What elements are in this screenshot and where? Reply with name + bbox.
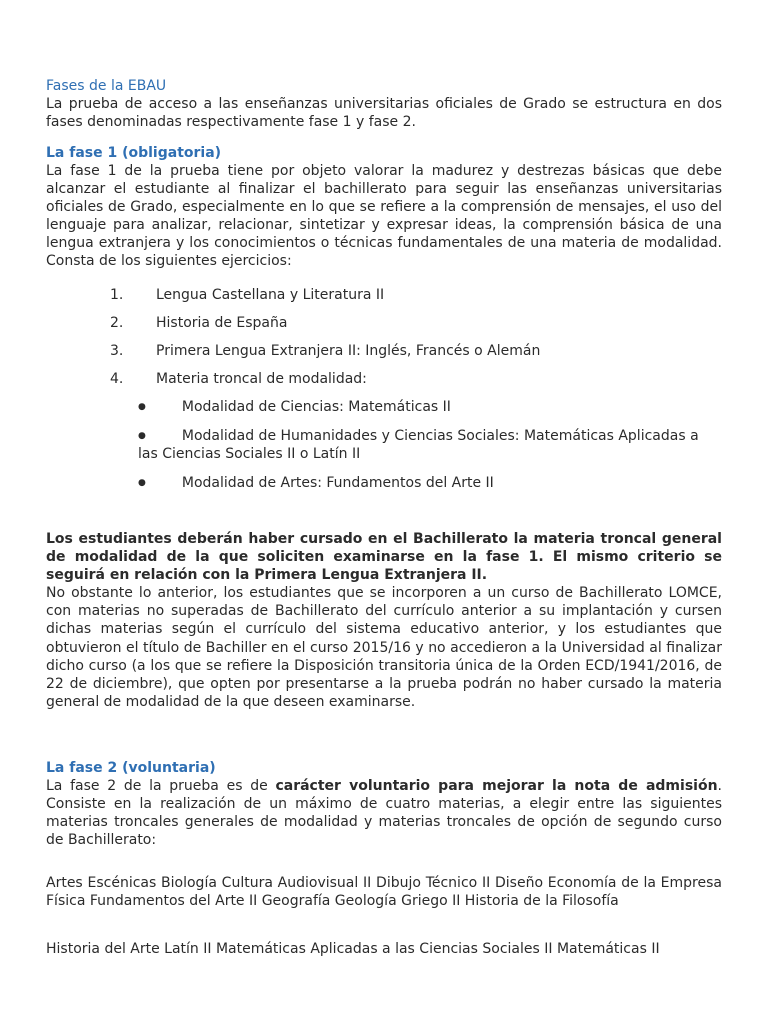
subjects-list-2: Historia del Arte Latín II Matemáticas Aplicadas a las Ciencias Sociales II Matemáticas II — [46, 941, 660, 957]
modality-item — [138, 427, 718, 463]
fase2-subjects-2 — [46, 940, 722, 958]
fase1-title: La fase 1 (obligatoria) — [46, 145, 222, 161]
bullet-icon: ● — [138, 478, 146, 488]
exercise-text: Lengua Castellana y Literatura II — [156, 287, 385, 303]
section-intro: La prueba de acceso a las enseñanzas universitarias oficiales de Grado se estructura en dos fases denominadas respectivamente fase 1 y fase 2. — [46, 96, 722, 131]
exercise-text: Materia troncal de modalidad: — [156, 371, 367, 387]
fase1-note-bold: Los estudiantes deberán haber cursado en el Bachillerato la materia troncal general de modalidad de la que soliciten examinarse en la fase 1. El mismo criterio se seguirá en relación con la Primera Lengua Extranjera II. — [46, 531, 722, 584]
fase2-title: La fase 2 (voluntaria) — [46, 760, 216, 776]
fase2-subjects — [46, 874, 722, 910]
modality-item — [138, 474, 718, 492]
fase2-intro-end: . Consiste en la realización de un máximo de cuatro materias, a elegir entre las siguientes materias troncales generales de modalidad y materias troncales de opción de segundo curso de Bachillerato: — [46, 778, 722, 849]
modality-text: Modalidad de Ciencias: Matemáticas II — [181, 399, 451, 415]
modality-text: Modalidad de Artes: Fundamentos del Arte II — [181, 475, 494, 491]
exercise-text: Historia de España — [156, 315, 288, 331]
section-fase1 — [46, 144, 722, 271]
modality-item — [138, 398, 718, 416]
fase1-note-plain: No obstante lo anterior, los estudiantes que se incorporen a un curso de Bachillerato LOMCE, con materias no superadas de Bachillerato del currículo anterior a su implantación y cursen dichas materias según el currículo del sistema educativo anterior, y los estudiantes que obtuvieron el título de Bachiller en el curso 2015/16 y no accedieron a la Universidad al finalizar dicho curso (a los que se refiere la Disposición transitoria única de la Orden ECD/1941/2016, de 22 de diciembre), que opten por presentarse a la prueba podrán no haber cursado la materia general de modalidad de la que deseen examinarse. — [46, 585, 722, 710]
subjects-list-1: Artes Escénicas Biología Cultura Audiovisual II Dibujo Técnico II Diseño Economía de la Empresa Física Fundamentos del Arte II Geografía Geología Griego II Historia de la Filosofía — [46, 875, 722, 910]
exercise-number: 2. — [110, 315, 124, 331]
bullet-icon: ● — [138, 402, 146, 412]
fase2-intro-bold: carácter voluntario para mejorar la nota de admisión — [275, 778, 718, 794]
modality-text: Modalidad de Humanidades y Ciencias Sociales: Matemáticas Aplicadas a las Ciencias Sociales II o Latín II — [138, 428, 699, 462]
exercise-number: 3. — [110, 343, 124, 359]
exercise-number: 4. — [110, 371, 124, 387]
exercise-text: Primera Lengua Extranjera II: Inglés, Francés o Alemán — [156, 343, 541, 359]
bullet-icon: ● — [138, 431, 146, 441]
section-fase2 — [46, 759, 722, 849]
fase2-intro — [46, 777, 722, 849]
section-fases-ebau — [46, 77, 722, 131]
section-title: Fases de la EBAU — [46, 78, 167, 94]
fase2-intro-start: La fase 2 de la prueba es de — [46, 778, 276, 794]
exercise-number: 1. — [110, 287, 124, 303]
fase1-intro: La fase 1 de la prueba tiene por objeto valorar la madurez y destrezas básicas que debe alcanzar el estudiante al finalizar el bachillerato para seguir las enseñanzas universitarias oficiales de Grado, especialmente en lo que se refiere a la comprensión de mensajes, el uso del lenguaje para analizar, relacionar, sintetizar y expresar ideas, la comprensión básica de una lengua extranjera y los conocimientos o técnicas fundamentales de una materia de modalidad. Consta de los siguientes ejercicios: — [46, 163, 722, 270]
fase1-notes — [46, 530, 722, 711]
